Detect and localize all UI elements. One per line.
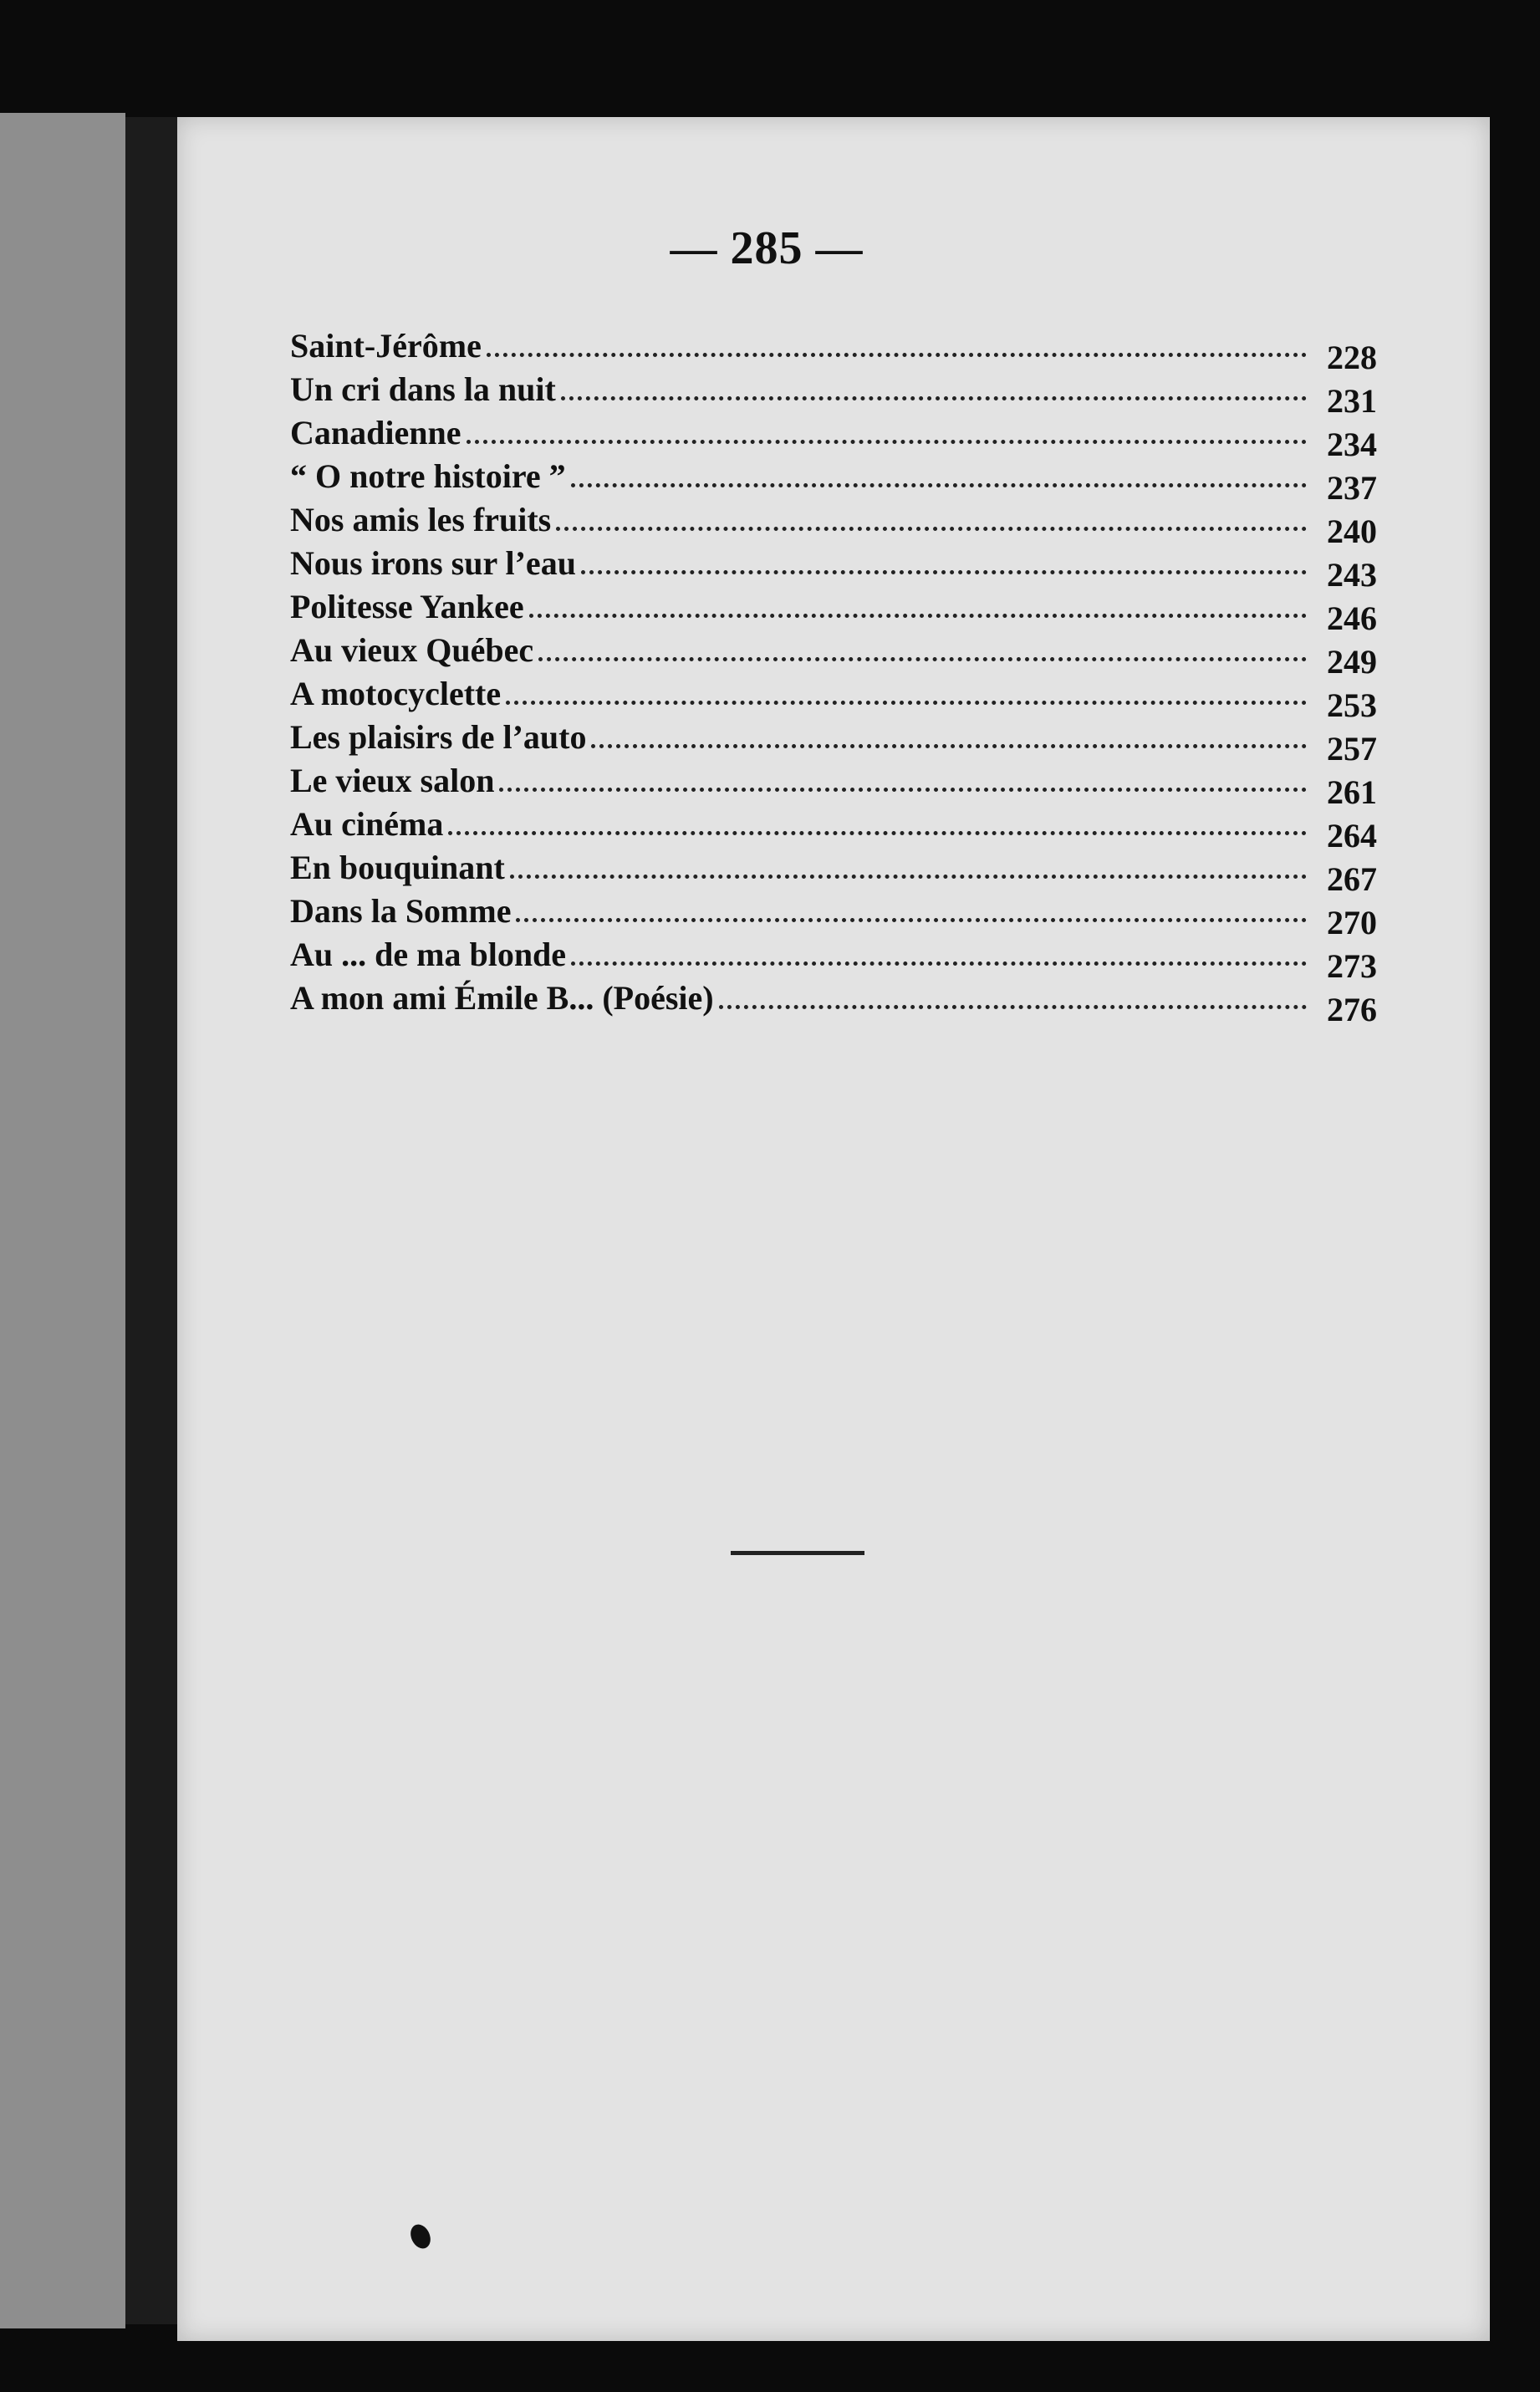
toc-leader-dots <box>516 918 1307 922</box>
toc-entry-page: 249 <box>1327 643 1377 681</box>
toc-leader-dots <box>506 701 1307 705</box>
toc-leader-dots <box>571 483 1307 487</box>
toc-entry-title: “ O notre histoire ” <box>290 457 566 495</box>
toc-entry-page: 231 <box>1327 382 1377 420</box>
toc-leader-dots <box>529 614 1307 618</box>
toc-entry-title: Au cinéma <box>290 805 444 843</box>
toc-leader-dots <box>467 440 1308 444</box>
toc-entry-title: Les plaisirs de l’auto <box>290 718 587 756</box>
toc-entry-title: Nous irons sur l’eau <box>290 544 576 582</box>
page-number: — 285 — <box>670 222 864 274</box>
toc-entry <box>290 757 1377 811</box>
toc-entry-page: 261 <box>1327 773 1377 811</box>
toc-entry <box>290 365 1377 420</box>
toc-entry-title: En bouquinant <box>290 849 505 886</box>
toc-leader-dots <box>571 961 1307 966</box>
toc-leader-dots <box>561 396 1307 400</box>
left-page-edge <box>0 113 125 2328</box>
toc-entry <box>290 322 1377 376</box>
toc-leader-dots <box>719 1005 1307 1009</box>
book-binding <box>125 117 177 2324</box>
toc-entry <box>290 452 1377 507</box>
toc-entry-title: Saint-Jérôme <box>290 327 482 365</box>
toc-entry-page: 237 <box>1327 469 1377 507</box>
toc-leader-dots <box>581 570 1307 574</box>
toc-entry-page: 257 <box>1327 730 1377 768</box>
toc-entry-page: 267 <box>1327 860 1377 898</box>
toc-entry <box>290 670 1377 724</box>
toc-entry-page: 264 <box>1327 817 1377 854</box>
toc-entry-title: Nos amis les fruits <box>290 501 552 538</box>
book-page <box>177 117 1490 2341</box>
toc-entry-page: 273 <box>1327 947 1377 985</box>
toc-entry-page: 276 <box>1327 991 1377 1028</box>
toc-entry-page: 243 <box>1327 556 1377 594</box>
toc-entry-page: 234 <box>1327 426 1377 463</box>
toc-leader-dots <box>448 831 1307 835</box>
toc-entry-title: Canadienne <box>290 414 461 451</box>
toc-entry <box>290 887 1377 941</box>
toc-leader-dots <box>510 875 1307 879</box>
toc-leader-dots <box>591 744 1307 748</box>
toc-entry <box>290 583 1377 637</box>
toc-entry <box>290 713 1377 768</box>
toc-entry <box>290 626 1377 681</box>
toc-leader-dots <box>556 527 1307 531</box>
toc-leader-dots <box>499 788 1307 792</box>
toc-entry-page: 253 <box>1327 686 1377 724</box>
toc-entry <box>290 539 1377 594</box>
toc-entry-page: 240 <box>1327 513 1377 550</box>
toc-entry-title: Un cri dans la nuit <box>290 370 556 408</box>
toc-entry-title: A mon ami Émile B... (Poésie) <box>290 979 714 1017</box>
toc-entry <box>290 409 1377 463</box>
toc-entry-title: Au ... de ma blonde <box>290 936 567 973</box>
toc-entry-page: 246 <box>1327 599 1377 637</box>
ink-speck <box>407 2221 435 2252</box>
toc-entry-title: Au vieux Québec <box>290 631 534 669</box>
end-rule <box>731 1551 864 1555</box>
toc-entry <box>290 844 1377 898</box>
toc-entry <box>290 800 1377 854</box>
toc-leader-dots <box>487 353 1307 357</box>
toc-entry-title: Dans la Somme <box>290 892 512 930</box>
toc-entry <box>290 931 1377 985</box>
toc-leader-dots <box>538 657 1307 661</box>
table-of-contents <box>290 322 1377 1028</box>
toc-entry <box>290 974 1377 1028</box>
toc-entry-page: 270 <box>1327 904 1377 941</box>
toc-entry-title: A motocyclette <box>290 675 502 712</box>
toc-entry-page: 228 <box>1327 339 1377 376</box>
toc-entry-title: Le vieux salon <box>290 762 495 799</box>
toc-entry <box>290 496 1377 550</box>
toc-entry-title: Politesse Yankee <box>290 588 524 625</box>
